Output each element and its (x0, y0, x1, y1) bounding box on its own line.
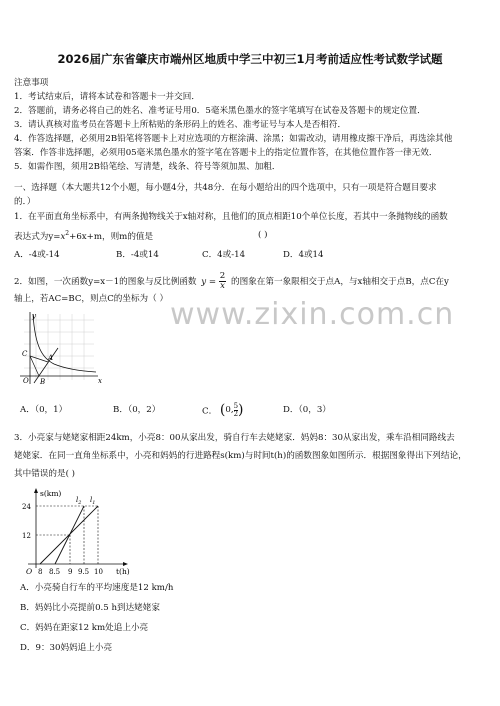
q2-option-c-zero: 0, (225, 405, 234, 416)
q3-tick-12: 12 (22, 532, 31, 540)
q2-fraction (219, 272, 226, 291)
notice-item: 答案．作答非选择题，必须用05毫米黑色墨水的签字笔在答题卡上的指定位置作答，在其他位置作答一律无效． (14, 148, 438, 158)
q1-option-a: A．-4或-14 (14, 250, 60, 260)
q2-label-x: x (98, 377, 102, 385)
q2-line-y-x-1 (34, 348, 58, 383)
q2-stem-pre: 2．如图，一次函数y=x－1的图象与反比例函数 (14, 277, 197, 288)
q3-tick-9: 9 (68, 568, 73, 576)
q2-frac-num: 2 (219, 271, 226, 281)
q1-option-c: C．4或-14 (202, 250, 246, 260)
answer-blank: ( ) (258, 230, 268, 240)
question-3-stem-cont: 姥姥家．在同一直角坐标系中，小亮和妈妈的行进路程s(km)与时间t(h)的函数图象如图所示．根据图象得出下列结论， (14, 451, 467, 461)
q2-option-d: D．（0，3） (283, 405, 331, 415)
q1-option-d: D．4或14 (283, 250, 324, 260)
q2-frac-lhs: y = (201, 277, 217, 288)
q3-tick-9-5: 9.5 (78, 568, 90, 576)
q3-x-arrow (123, 562, 128, 566)
question-2-stem-cont: 轴上，若AC=BC，则点C的坐标为（ ） (14, 294, 169, 304)
q3-tick-24: 24 (22, 503, 31, 511)
q2-label-o: O (23, 377, 29, 385)
q2-frac-den: x (220, 281, 225, 292)
q3-figure (12, 484, 142, 578)
q2-option-c-label: C． (202, 406, 218, 417)
q2-label-a: A (48, 354, 54, 362)
notice-item: 3．请认真核对监考员在答题卡上所粘贴的条形码上的姓名、准考证号与本人是否相符． (14, 120, 347, 130)
q1-expr-post: +6x+m，则m的值是 (69, 231, 154, 242)
q1-expr-exp: 2 (65, 230, 70, 237)
watermark: www.zixin.com.cn (170, 297, 455, 332)
q3-label-l1-letter: l (90, 496, 93, 504)
q2-stem-post: 的图象在第一象限相交于点A，与x轴相交于点B，点C在y (231, 277, 449, 288)
q3-xlabel: t(h) (116, 567, 130, 576)
q3-label-l2-letter: l (76, 496, 79, 504)
q3-tick-10: 10 (94, 568, 103, 576)
notice-heading: 注意事项 (14, 78, 49, 88)
q3-tick-8-5: 8.5 (49, 568, 61, 576)
notice-item: 2．答题前，请务必将自己的姓名、准考证号用0．5毫米黑色墨水的签字笔填写在试卷及答题卡的规定位置． (14, 106, 426, 116)
q3-label-l2 (76, 496, 81, 506)
q3-option-c: C．妈妈在距家12 km处追上小亮 (20, 623, 149, 633)
q1-expr-x: x (60, 231, 66, 242)
q3-label-l1 (90, 496, 95, 506)
q2-frac-expression (201, 272, 226, 291)
q2-option-c-num: 5 (233, 401, 239, 410)
q2-option-c (202, 402, 244, 420)
q3-ylabel: s(km) (40, 489, 62, 498)
q3-tick-8: 8 (38, 568, 43, 576)
question-3-stem: 3．小亮家与姥姥家相距24km，小亮8：00从家出发，骑自行车去姥姥家．妈妈8：30从家出发，乘车沿相同路线去 (14, 433, 455, 443)
q3-option-d: D．9：30妈妈追上小亮 (20, 643, 113, 653)
question-2-stem (14, 272, 449, 291)
question-1-expression (14, 230, 153, 243)
q2-figure (14, 306, 106, 388)
q2-option-c-den: 2 (233, 410, 239, 419)
q3-option-b: B．妈妈比小亮提前0.5 h到达姥姥家 (20, 603, 160, 613)
q2-right-paren: ) (238, 402, 244, 418)
q2-hyperbola (33, 314, 96, 372)
section-heading: 一、选择题（本大题共12个小题，每小题4分，共48分．在每小题给出的四个选项中，只有一项是符合题目要求 (14, 183, 437, 193)
q1-option-b: B．-4或14 (116, 250, 159, 260)
notice-item: 4．作答选择题，必须用2B铅笔将答题卡上对应选项的方框涂满、涂黑；如需改动，请用橡皮擦干净后，再选涂其他 (14, 134, 453, 144)
question-3-stem-end: 其中错误的是( ) (14, 469, 75, 479)
q2-grid (24, 314, 94, 380)
q2-label-c: C (22, 350, 28, 358)
q1-expr-pre: 表达式为y= (14, 231, 61, 242)
q3-label-l1-sub: 1 (92, 500, 96, 506)
q2-option-b: B．（0，2） (113, 405, 161, 415)
page-title: 2026届广东省肇庆市端州区地质中学三中初三1月考前适应性考试数学试题 (57, 52, 443, 66)
q3-line-l2 (55, 506, 84, 564)
q2-option-a: A．（0，1） (20, 405, 68, 415)
q3-option-a: A．小亮骑自行车的平均速度是12 km/h (20, 583, 174, 593)
q3-label-l2-sub: 2 (78, 500, 82, 506)
notice-item: 1．考试结束后，请将本试卷和答题卡一并交回． (14, 92, 200, 102)
q2-segment-bc (30, 356, 39, 376)
q2-left-paren: ( (219, 402, 226, 418)
q2-label-b: B (40, 378, 46, 386)
question-1-stem: 1．在平面直角坐标系中，有两条抛物线关于x轴对称，且他们的顶点相距10个单位长度，若其中一条抛物线的函数 (14, 212, 448, 222)
q3-y-arrow (34, 488, 38, 493)
notice-item: 5．如需作图，须用2B铅笔绘、写清楚，线条、符号等须加黑、加粗． (14, 162, 281, 172)
section-heading-cont: 的．） (14, 197, 36, 207)
q2-label-y: y (32, 312, 36, 320)
q3-origin: O (26, 567, 33, 576)
